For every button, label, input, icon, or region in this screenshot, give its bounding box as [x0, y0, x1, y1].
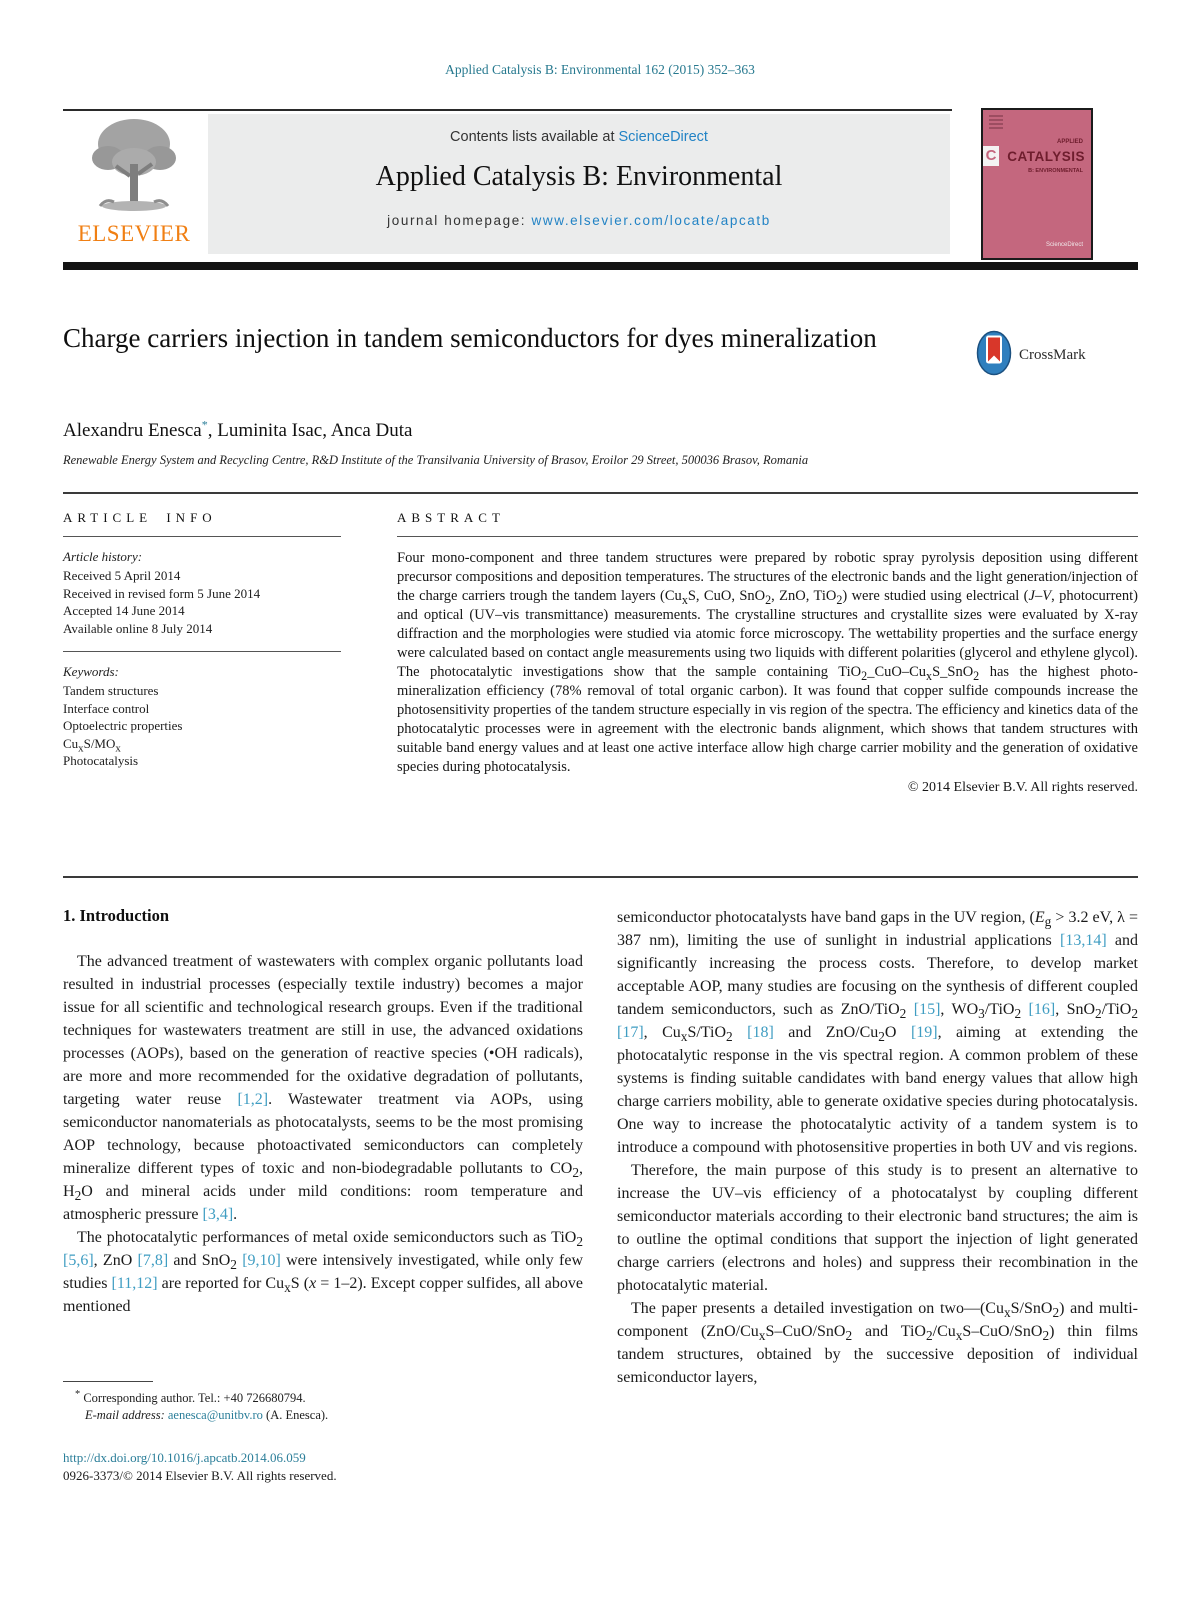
reference-link[interactable]: [19] — [910, 1024, 938, 1041]
footnote-block — [63, 1381, 583, 1424]
reference-link[interactable]: [1,2] — [237, 1091, 269, 1108]
history-item: Received in revised form 5 June 2014 — [63, 585, 261, 601]
reference-link[interactable]: [16] — [1028, 1001, 1056, 1018]
keywords-rule — [63, 651, 341, 652]
reference-link[interactable]: [5,6] — [63, 1252, 94, 1269]
cover-subtitle: B: ENVIRONMENTAL — [1028, 168, 1083, 174]
sciencedirect-link[interactable]: ScienceDirect — [618, 129, 708, 145]
crossmark-badge[interactable] — [976, 330, 1086, 381]
abstract-heading: ABSTRACT — [397, 510, 505, 525]
reference-link[interactable]: [7,8] — [137, 1252, 169, 1269]
body-right-column — [617, 906, 1138, 1389]
email-suffix: (A. Enesca). — [262, 1408, 329, 1422]
history-item: Available online 8 July 2014 — [63, 620, 213, 636]
paragraph: The advanced treatment of wastewaters with complex organic pollutants load resulted in industrial processes (especially textile industry) becomes a major issue for all scientific and technological research groups. Even if the traditional techniques for wastewaters treatment are still in use, the advanced oxidations processes (AOPs), based on the generation of reactive species (•OH radicals), are more and more recommended for the oxidative degradation of pollutants, targeting water reuse [1,2]. Wastewater treatment via AOPs, using semiconductor nanomaterials as photocatalysts, seems to be the most promising AOP technology, because photoactivated semiconductors can completely mineralize different types of toxic and non-biodegradable pollutants to $CO_2$, $H_2O$ and mineral acids under mild conditions: room temperature and atmospheric pressure [3,4]. — [63, 953, 583, 1223]
elsevier-wordmark: ELSEVIER — [77, 221, 191, 246]
article-info-heading: ARTICLE INFO — [63, 510, 217, 525]
abstract-section — [397, 510, 1138, 796]
affiliation: Renewable Energy System and Recycling Centre, R&D Institute of the Transilvania University of Brasov, Eroilor 29 Street, 500036 Brasov, Romania — [63, 453, 809, 467]
keyword-item: $Cu_xS/MO_x$ — [63, 735, 121, 755]
corresponding-author-note: * Corresponding author. Tel.: +40 726680794. — [75, 1388, 306, 1405]
doi-link[interactable]: http://dx.doi.org/10.1016/j.apcatb.2014.06.059 — [63, 1450, 306, 1465]
masthead-top-rule — [63, 109, 952, 111]
article-title: Charge carriers injection in tandem semiconductors for dyes mineralization — [63, 323, 877, 353]
paragraph: Therefore, the main purpose of this study is to present an alternative to increase the UV–vis efficiency of a photocatalyst by coupling different semiconductor materials according to their electronic band structures; the aim is to outline the optimal conditions that support the injection of light generated charge carriers (electrons and holes) and suppress their recombination in the photocatalytic material. — [617, 1162, 1138, 1294]
journal-reference-line: Applied Catalysis B: Environmental 162 (2015) 352–363 — [445, 62, 755, 77]
elsevier-tree-icon — [86, 205, 182, 222]
homepage-line — [208, 213, 950, 228]
doi-block — [63, 1449, 583, 1485]
history-item: Accepted 14 June 2014 — [63, 603, 185, 618]
email-label: E-mail address: — [85, 1408, 165, 1422]
homepage-prefix: journal homepage: — [387, 213, 532, 228]
body-top-rule — [63, 876, 1138, 878]
cover-c-logo: C — [983, 146, 999, 166]
reference-link[interactable]: [15] — [913, 1001, 941, 1018]
contents-line — [208, 129, 950, 145]
keyword-item: Optoelectric properties — [63, 718, 183, 733]
journal-title: Applied Catalysis B: Environmental — [375, 161, 783, 192]
cover-issn-block — [989, 115, 1003, 131]
article-history-label: Article history: — [63, 549, 143, 564]
article-info-rule — [63, 536, 341, 537]
issn-copyright-line: 0926-3373/© 2014 Elsevier B.V. All rights reserved. — [63, 1468, 337, 1483]
reference-link[interactable]: [9,10] — [242, 1252, 281, 1269]
paragraph: semiconductor photocatalysts have band gaps in the UV region, ($E_g > 3.2$ eV, λ = 387 nm), limiting the use of sunlight in industrial applications [13,14] and significantly increasing the process costs. Therefore, to develop market acceptable AOP, many studies are focusing on the synthesis of different coupled tandem semiconductors, such as ZnO/TiO$_2$ [15], $WO_3/TiO_2$ [16], SnO$_2$/TiO$_2$ [17], $Cu_xS/TiO_2$ [18] and ZnO/$Cu_2O$ [19], aiming at extending the photocatalytic response in the vis spectral region. A common problem of these systems is finding suitable candidates with band energy values that allow high charge carriers mobility, able to generate oxidative species during photocatalysis. One way to increase the photocatalytic activity of a tandem system is to introduce a compound with photosensitive properties in both UV and vis regions. — [617, 909, 1139, 1156]
keyword-item: Interface control — [63, 700, 150, 716]
email-link[interactable]: aenesca@unitbv.ro — [167, 1408, 263, 1422]
cover-applied-label: APPLIED — [1056, 139, 1083, 145]
masthead-black-bar — [63, 262, 1138, 270]
keywords-label: Keywords: — [63, 664, 119, 679]
cover-sciencedirect-mark: ScienceDirect — [1045, 242, 1083, 248]
elsevier-logo[interactable] — [63, 114, 205, 254]
paragraph: The photocatalytic performances of metal oxide semiconductors such as TiO$_2$ [5,6], ZnO [7,8] and SnO$_2$ [9,10] were intensively investigated, while only few studies [11,12] are reported for $Cu_xS$ (x = 1–2). Except copper sulfides, all above mentioned — [63, 1229, 583, 1315]
reference-link[interactable]: [11,12] — [111, 1275, 158, 1292]
reference-link[interactable]: [17] — [617, 1024, 644, 1041]
crossmark-icon — [976, 330, 1012, 381]
reference-link[interactable]: [18] — [747, 1024, 774, 1041]
abstract-copyright: © 2014 Elsevier B.V. All rights reserved. — [907, 780, 1138, 795]
section-heading-introduction: 1. Introduction — [63, 906, 170, 925]
abstract-text: Four mono-component and three tandem structures were prepared by robotic spray pyrolysis deposition using different precursor compositions and deposition temperatures. The structures of the electronic bands and the light generation/injection of the charge carriers trough the tandem layers ($Cu_xS$, CuO, SnO$_2$, ZnO, TiO$_2$) were studied using electrical (J–V, photocurrent) and optical (UV–vis transmittance) measurements. The crystalline structures and crystallite sizes were evaluated by X-ray diffraction and the morphologies were studied via atomic force microscopy. The wettability properties and the surface energy were calculated based on contact angle measurements using two liquids with different polarities (glycerol and ethylene glycol). The photocatalytic investigations show that the sample containing $TiO_2\_CuO-Cu_xS\_SnO_2$ has the highest photo-mineralization efficiency (78% removal of total organic carbon). It was found that copper sulfide compounds increase the photosensitivity properties of the tandem structure especially in vis region of the spectra. The efficiency and kinetics data of the photocatalytic processes were in agreement with the electronic bands alignment, which shows that tandem structures with suitable band energy values and at least one active interface allow high charge carrier mobility and the generation of oxidative species during photocatalysis. — [397, 550, 1138, 775]
article-info-section — [63, 510, 341, 770]
title-section-rule — [63, 492, 1138, 494]
reference-link[interactable]: [3,4] — [202, 1206, 234, 1223]
footnote-rule — [63, 1381, 153, 1382]
body-left-column — [63, 906, 583, 1318]
email-line — [63, 1407, 583, 1424]
journal-masthead-box — [208, 114, 950, 254]
journal-cover-thumbnail[interactable] — [981, 108, 1093, 260]
reference-link[interactable]: [13,14] — [1059, 932, 1107, 949]
cover-catalysis-title: CATALYSIS — [1007, 148, 1085, 164]
crossmark-label: CrossMark — [1019, 347, 1086, 363]
abstract-rule — [397, 536, 1138, 537]
history-item: Received 5 April 2014 — [63, 568, 181, 583]
keyword-item: Tandem structures — [63, 683, 159, 698]
paragraph: The paper presents a detailed investigation on $two—(Cu_xS/SnO_2)$ and multi-component ($ZnO/Cu_xS-CuO/SnO_2$ and $TiO_2/Cu_xS-CuO/SnO_2$) thin films tandem structures, obtained by the successive deposition of individual semiconductor layers, — [617, 1300, 1139, 1386]
keyword-item: Photocatalysis — [63, 753, 139, 768]
author-list: Alexandru Enesca*, Luminita Isac, Anca Duta — [63, 417, 413, 441]
contents-prefix: Contents lists available at — [450, 129, 619, 145]
journal-homepage-link[interactable]: www.elsevier.com/locate/apcatb — [531, 213, 771, 228]
